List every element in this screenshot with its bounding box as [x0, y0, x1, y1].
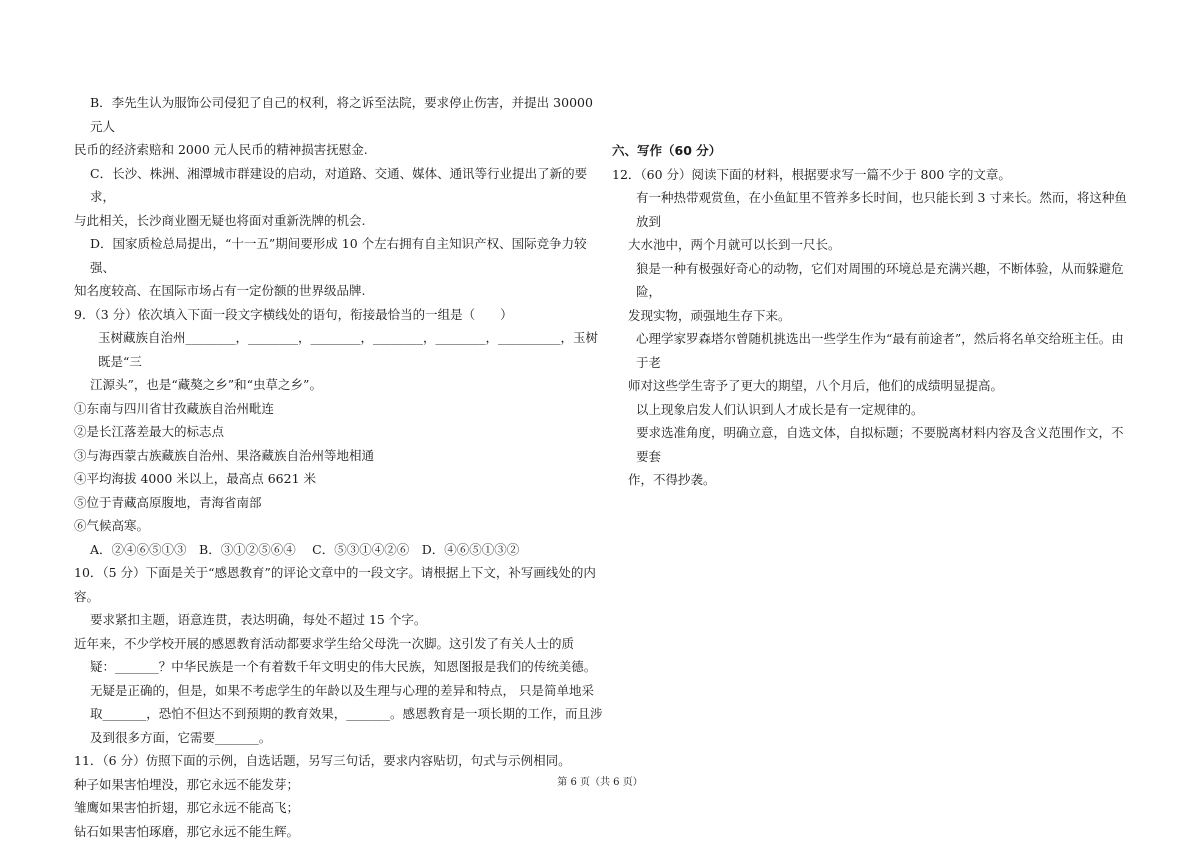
question-12-paragraph-4-line-1: 以上现象启发人们认识到人才成长是有一定规律的。: [636, 401, 924, 417]
question-12-paragraph-2-line-2: 发现实物，顽强地生存下来。: [628, 307, 791, 323]
question-12-paragraph-5-line-2: 作，不得抄袭。: [628, 472, 716, 487]
question-12-paragraph-2: [612, 257, 1132, 328]
question-9-item-5: ⑤位于青藏高原腹地，青海省南部: [74, 494, 262, 510]
question-10-passage: [74, 632, 604, 750]
question-9-item-1: ①东南与四川省甘孜藏族自治州毗连: [74, 400, 275, 416]
right-column: [612, 139, 1132, 492]
question-12-paragraph-1: [612, 186, 1132, 257]
question-10-passage-line-5: 及到很多方面，它需要_______。: [90, 729, 272, 745]
question-12-paragraph-4: [612, 398, 1132, 422]
option-c: [74, 162, 604, 233]
option-b: [74, 91, 604, 162]
section-heading-writing: 六、写作（60 分）: [612, 143, 722, 158]
question-12-paragraph-5-line-1: 要求选准角度，明确立意，自选文体，自拟标题；不要脱离材料内容及含义范围作文，不要套: [636, 425, 1124, 464]
question-9-passage-line-2: 江源头”，也是“藏獒之乡”和“虫草之乡”。: [90, 377, 322, 392]
question-9-options: A．②④⑥⑤①③ B．③①②⑤⑥④ C．⑤③①④②⑥ D．④⑥⑤①③②: [90, 541, 520, 557]
page-footer: 第 6 页（共 6 页）: [557, 777, 643, 788]
question-12-paragraph-3-line-1: 心理学家罗森塔尔曾随机挑选出一些学生作为“最有前途者”，然后将名单交给班主任。由于老: [636, 331, 1124, 370]
question-10-passage-line-4: 取_______，恐怕不但达不到预期的教育效果，_______。感恩教育是一项长期的工作，而且涉: [90, 706, 603, 721]
question-11-stem: 11．（6 分）仿照下面的示例，自选话题，另写三句话，要求内容贴切，句式与示例相同。: [74, 753, 571, 768]
question-10-passage-line-3: 无疑是正确的，但是，如果不考虑学生的年龄以及生理与心理的差异和特点， 只是简单地采: [90, 682, 594, 698]
option-c-line-2: 与此相关，长沙商业圈无疑也将面对重新洗牌的机会.: [74, 212, 366, 228]
question-10-passage-line-1: 近年来，不少学校开展的感恩教育活动都要求学生给父母洗一次脚。这引发了有关人士的质: [74, 635, 575, 651]
question-11-example-3: 钻石如果害怕琢磨，那它永远不能生辉。: [74, 823, 300, 839]
question-9-item-4: ④平均海拔 4000 米以上，最高点 6621 米: [74, 471, 317, 486]
option-b-line-1: B．李先生认为服饰公司侵犯了自己的权利，将之诉至法院，要求停止伤害，并提出 30000 元人: [90, 95, 593, 134]
question-11-example-2: 雏鹰如果害怕折翅，那它永远不能高飞；: [74, 800, 300, 815]
option-d-line-2: 知名度较高、在国际市场占有一定份额的世界级品牌.: [74, 283, 366, 298]
question-9-item-6: ⑥气候高寒。: [74, 518, 150, 533]
question-12-paragraph-1-line-2: 大水池中，两个月就可以长到一尺长。: [628, 237, 841, 252]
left-column: [74, 91, 604, 843]
question-12-paragraph-3: [612, 327, 1132, 398]
question-12-paragraph-1-line-1: 有一种热带观赏鱼，在小鱼缸里不管养多长时间，也只能长到 3 寸来长。然而，将这种鱼放到: [636, 190, 1127, 229]
option-d-line-1: D．国家质检总局提出，“十一五”期间要形成 10 个左右拥有自主知识产权、国际竞争力较强、: [90, 236, 587, 275]
option-c-line-1: C．长沙、株洲、湘潭城市群建设的启动，对道路、交通、媒体、通讯等行业提出了新的要求，: [90, 165, 588, 204]
question-12-paragraph-2-line-1: 狼是一种有极强好奇心的动物，它们对周围的环境总是充满兴趣，不断体验，从而躲避危险，: [636, 260, 1124, 299]
question-12-paragraph-3-line-2: 师对这些学生寄予了更大的期望，八个月后，他们的成绩明显提高。: [628, 378, 1004, 393]
option-d: [74, 232, 604, 303]
option-b-line-2: 民币的经济索赔和 2000 元人民币的精神损害抚慰金.: [74, 142, 368, 157]
question-9-stem: 9．（3 分）依次填入下面一段文字横线处的语句，衔接最恰当的一组是（ ）: [74, 306, 513, 322]
question-9-passage-line-1: 玉树藏族自治州________，________，________，________，________，__________，玉树既是“三: [98, 330, 599, 369]
question-9-item-2: ②是长江落差最大的标志点: [74, 424, 225, 439]
question-11-example-1: 种子如果害怕埋没，那它永远不能发芽；: [74, 776, 300, 792]
question-12-stem: 12．（60 分）阅读下面的材料，根据要求写一篇不少于 800 字的文章。: [612, 166, 1011, 182]
question-12-paragraph-5: [612, 421, 1132, 492]
question-9-passage: [74, 326, 604, 397]
question-10-passage-line-2: 疑：_______？中华民族是一个有着数千年文明史的伟大民族，知恩图报是我们的传统美德。: [90, 659, 597, 674]
question-10-requirement: 要求紧扣主题，语意连贯，表达明确，每处不超过 15 个字。: [90, 612, 427, 627]
question-10-stem: 10．（5 分）下面是关于“感恩教育”的评论文章中的一段文字。请根据上下文，补写画线处的内容。: [74, 565, 596, 604]
question-9-item-3: ③与海西蒙古族藏族自治州、果洛藏族自治州等地相通: [74, 447, 375, 463]
